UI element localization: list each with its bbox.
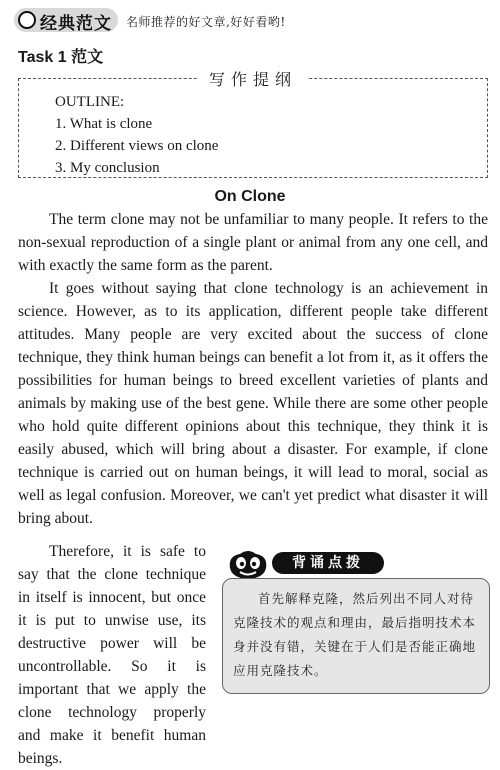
outline-label: OUTLINE: <box>55 94 125 110</box>
essay-body <box>18 208 488 530</box>
cartoon-character-icon <box>226 548 270 582</box>
outline-item: 2. Different views on clone <box>55 138 219 154</box>
section-subtitle: 名师推荐的好文章,好好看哟! <box>126 15 286 29</box>
section-header <box>14 8 490 34</box>
outline-list <box>55 91 218 179</box>
task-title: Task 1 范文 <box>18 49 104 66</box>
outline-box <box>18 70 488 178</box>
section-title: 经典范文 <box>40 14 112 34</box>
tip-label: 背诵点拨 <box>272 552 384 574</box>
recitation-tip <box>222 548 490 696</box>
outline-item: 1. What is clone <box>55 116 153 132</box>
essay-title: On Clone <box>214 188 286 205</box>
essay-conclusion <box>18 540 206 770</box>
essay-paragraph: The term clone may not be unfamiliar to many people. It refers to the non-sexual reproduction of a single plant or animal from any one cell, and with exactly the same form as the parent. <box>18 211 488 274</box>
outline-heading: 写作提纲 <box>199 67 307 90</box>
section-badge <box>14 8 118 32</box>
circle-icon <box>18 11 36 29</box>
tip-content: 首先解释克隆，然后列出不同人对待克隆技术的观点和理由，最后指明技术本身并没有错，关键在于人们是否能正确地应用克隆技术。 <box>222 578 490 694</box>
essay-paragraph: Therefore, it is safe to say that the clone technique in itself is innocent, but once it is put to unwise use, its destructive power will be uncontrollable. So it is important that we apply the clone technology properly and make it benefit human beings. <box>18 543 206 767</box>
outline-item: 3. My conclusion <box>55 160 160 176</box>
essay-paragraph: It goes without saying that clone technology is an achievement in science. However, as to its application, different people take different attitudes. Many people are very excited about the success of clone technique, they think human beings can benefit a lot from it, as it offers the possibilities for human beings to breed excellent varieties of plants and animals by making use of the best gene. While there are some other people who hold quite different opinions about this technique, they think it is easily abused, which will bring about a disaster. For example, if clone technique is carried out on human beings, it will lead to moral, social as well as legal confusion. Moreover, we can't yet predict what disaster it will bring about. <box>18 280 488 527</box>
